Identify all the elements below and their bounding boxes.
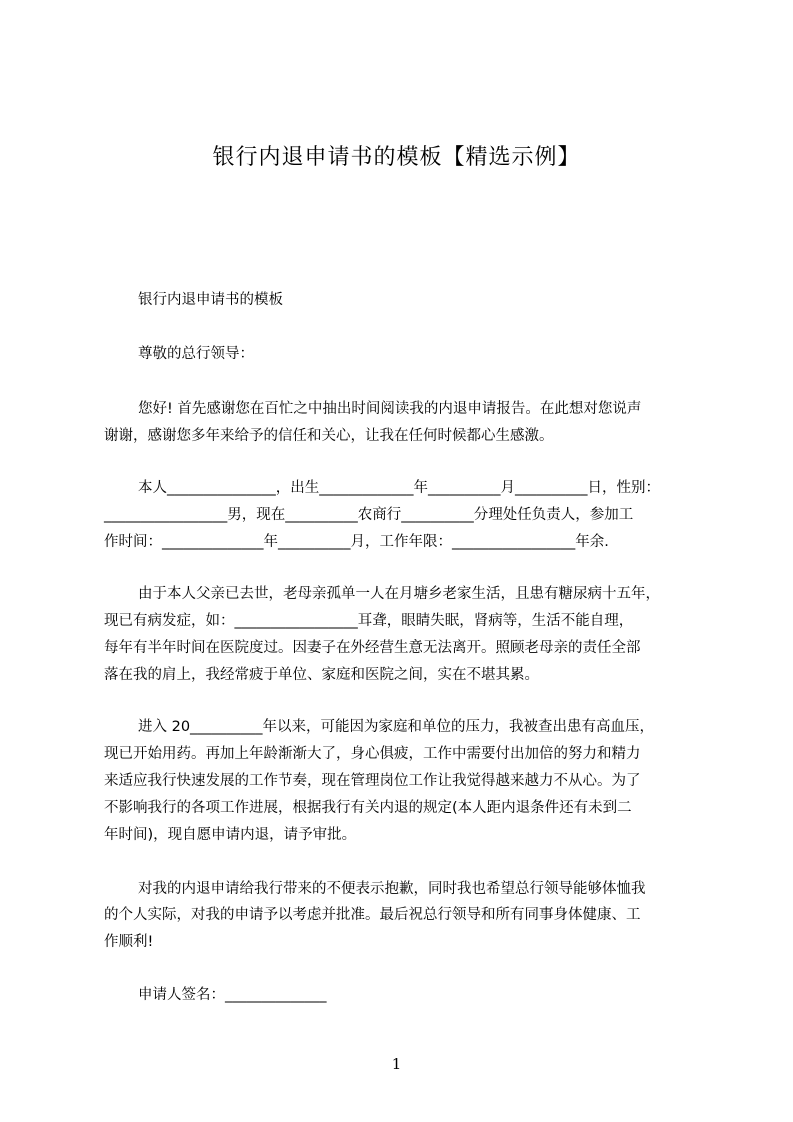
paragraph-4-line-3: 来适应我行快速发展的工作节奏，现在管理岗位工作让我觉得越来越力不从心。为了 (104, 773, 641, 789)
paragraph-5-line-1: 对我的内退申请给我行带来的不便表示抱歉，同时我也希望总行领导能够体恤我 (138, 881, 646, 897)
paragraph-2-line-1: 本人_______________，出生_____________年__________月__________日，性别： (138, 480, 660, 496)
paragraph-4-line-1: 进入 20__________年以来，可能因为家庭和单位的压力，我被查出患有高血压， (138, 719, 655, 735)
paragraph-3-line-2: 现已有病发症，如：_________________耳聋，眼睛失眠，肾病等，生活不能自理， (104, 613, 634, 629)
page-number: 1 (391, 1055, 402, 1073)
paragraph-4-line-4: 不影响我行的各项工作进展，根据我行有关内退的规定(本人距内退条件还有未到二 (104, 800, 632, 816)
paragraph-4-line-2: 现已开始用药。再加上年龄渐渐大了，身心俱疲，工作中需要付出加倍的努力和精力 (104, 746, 641, 762)
paragraph-1-line-2: 谢谢，感谢您多年来给予的信任和关心，让我在任何时候都心生感激。 (104, 428, 554, 444)
paragraph-2-line-3: 作时间：______________年__________月，工作年限：_________________年余. (104, 534, 609, 550)
paragraph-3-line-4: 落在我的肩上，我经常疲于单位、家庭和医院之间，实在不堪其累。 (104, 667, 539, 683)
paragraph-3-line-1: 由于本人父亲已去世，老母亲孤单一人在月塘乡老家生活，且患有糖尿病十五年， (138, 586, 660, 602)
document-subtitle: 银行内退申请书的模板 (138, 292, 283, 308)
paragraph-4-line-5: 年时间)，现自愿申请内退，请予审批。 (104, 827, 357, 843)
paragraph-2-line-2: _________________男，现在__________农商行__________分理处任负责人，参加工 (104, 507, 634, 523)
paragraph-5-line-3: 作顺利! (104, 934, 154, 950)
paragraph-1-line-1: 您好! 首先感谢您在百忙之中抽出时间阅读我的内退申请报告。在此想对您说声 (138, 401, 642, 417)
salutation: 尊敬的总行领导： (138, 346, 254, 362)
paragraph-3-line-3: 每年有半年时间在医院度过。因妻子在外经营生意无法离开。照顾老母亲的责任全部 (104, 640, 641, 656)
paragraph-5-line-2: 的个人实际，对我的申请予以考虑并批准。最后祝总行领导和所有同事身体健康、工 (104, 907, 641, 923)
signature-line: 申请人签名：______________ (138, 987, 327, 1003)
page-title: 银行内退申请书的模板【精选示例】 (212, 145, 581, 170)
